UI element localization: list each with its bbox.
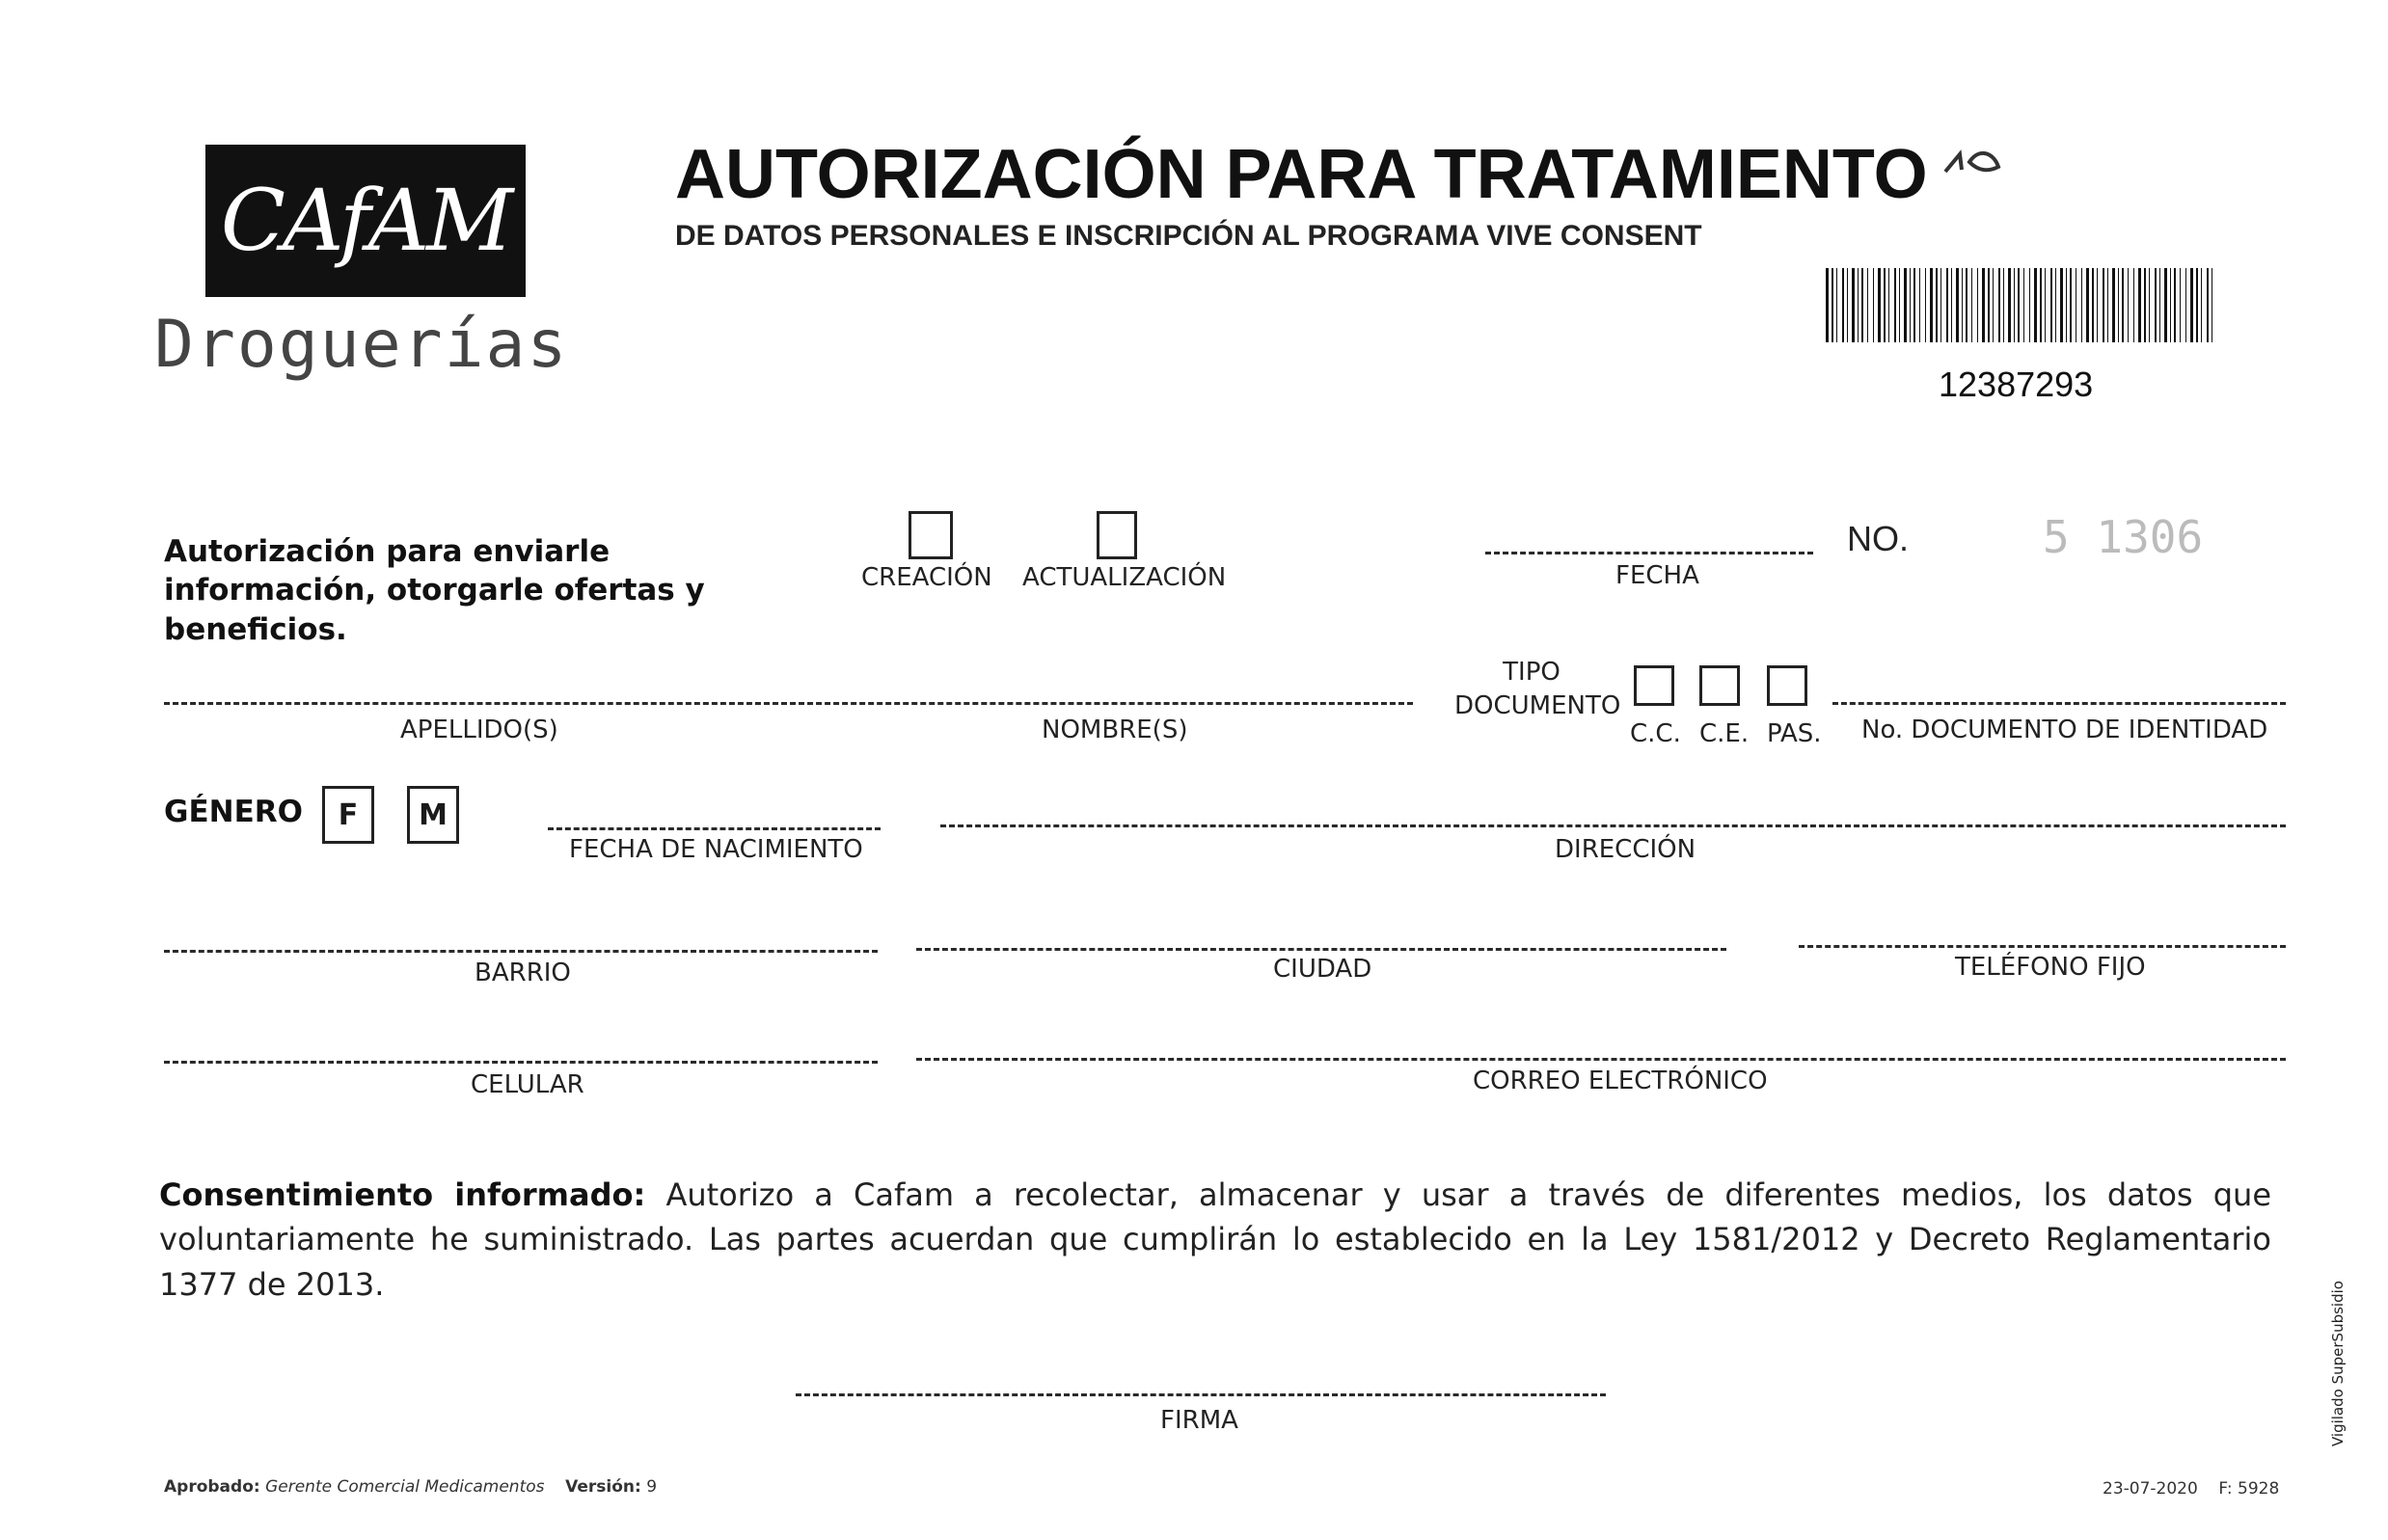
barcode-bar: [1919, 268, 1920, 342]
barcode-bar: [1913, 268, 1915, 342]
correo-field[interactable]: [916, 1058, 2286, 1061]
barcode-bar: [1894, 268, 1896, 342]
logo-subtitle: Droguerías: [154, 307, 569, 383]
barcode-bar: [2149, 268, 2150, 342]
barcode-bar: [1899, 268, 1900, 342]
barcode-bar: [2128, 268, 2129, 342]
genero-m-checkbox[interactable]: [407, 786, 459, 844]
footer-code: F: 5928: [2218, 1479, 2280, 1499]
footer-left: [164, 1477, 657, 1497]
barcode-number: 12387293: [1939, 365, 2094, 404]
documento-field[interactable]: [1832, 702, 2286, 705]
logo-brand: CAfAM: [220, 171, 511, 270]
barcode-bar: [1826, 268, 1829, 342]
pas-checkbox[interactable]: [1767, 665, 1807, 706]
barcode-bar: [1962, 268, 1963, 342]
barcode-bar: [2097, 268, 2098, 342]
ce-checkbox[interactable]: [1699, 665, 1740, 706]
barcode-bar: [1925, 268, 1926, 342]
fecha-field[interactable]: [1485, 552, 1813, 554]
ciudad-field[interactable]: [916, 948, 1726, 951]
barcode-bar: [1852, 268, 1855, 342]
genero-f-label: F: [338, 797, 359, 832]
barcode-bar: [2003, 268, 2004, 342]
no-label: NO.: [1847, 519, 1910, 558]
form-number: 5 1306: [2043, 511, 2204, 563]
barcode-bar: [2164, 268, 2167, 342]
barcode-bar: [1966, 268, 1967, 342]
barcode-bar: [2159, 268, 2160, 342]
actualizacion-checkbox[interactable]: [1097, 511, 1137, 559]
consent-text: Autorizo a Cafam a recolectar, almacenar y usar a través de diferentes medios, los datos que voluntariamente he suministrado. Las partes acuerdan que cumplirán lo establecido en la Ley 1581/2012 y Decreto Reglamentario 1377 de 2013.: [159, 1176, 2272, 1303]
creacion-label: CREACIÓN: [861, 563, 992, 592]
barrio-label: BARRIO: [475, 959, 571, 987]
ciudad-label: CIUDAD: [1273, 955, 1372, 984]
creacion-checkbox[interactable]: [909, 511, 953, 559]
telefono-fijo-field[interactable]: [1799, 945, 2286, 948]
barcode-bar: [2045, 268, 2046, 342]
celular-label: CELULAR: [471, 1070, 584, 1099]
barcode-bar: [1993, 268, 1994, 342]
barcode-bar: [1930, 268, 1933, 342]
fecha-nacimiento-label: FECHA DE NACIMIENTO: [569, 835, 863, 864]
barcode-bar: [1878, 268, 1881, 342]
barcode-bar: [2112, 268, 2115, 342]
barcode-bar: [2174, 268, 2176, 342]
barcode-bar: [1842, 268, 1844, 342]
correo-label: CORREO ELECTRÓNICO: [1473, 1067, 1768, 1095]
barcode-bar: [1951, 268, 1952, 342]
genero-f-checkbox[interactable]: [322, 786, 374, 844]
barcode-bar: [2103, 268, 2104, 342]
telefono-fijo-label: TELÉFONO FIJO: [1955, 953, 2146, 982]
version-value: 9: [646, 1477, 658, 1497]
barcode-bar: [2207, 268, 2209, 342]
barcode-bar: [2070, 268, 2072, 342]
apellidos-label: APELLIDO(S): [400, 716, 558, 744]
barcode-bar: [2196, 268, 2198, 342]
barcode-bar: [2014, 268, 2015, 342]
barcode-bar: [2170, 268, 2171, 342]
barcode-bar: [1946, 268, 1948, 342]
tipo-documento-label: TIPO DOCUMENTO: [1454, 658, 1621, 721]
barcode-bar: [1832, 268, 1833, 342]
consent-heading: Consentimiento informado:: [159, 1176, 646, 1213]
barcode-bar: [2155, 268, 2157, 342]
cc-label: C.C.: [1630, 719, 1681, 748]
barcode-bar: [1836, 268, 1837, 342]
ce-label: C.E.: [1699, 719, 1750, 748]
cafam-logo: [205, 145, 526, 297]
aprobado-label: Aprobado:: [164, 1477, 260, 1497]
stamp-mark-icon: [1940, 143, 2008, 181]
barcode-bar: [1858, 268, 1859, 342]
barcode-bar: [2081, 268, 2082, 342]
barcode-bar: [2107, 268, 2108, 342]
barcode: [1826, 268, 2219, 342]
barcode-bar: [2086, 268, 2089, 342]
barcode-bar: [1936, 268, 1938, 342]
barcode-bar: [1873, 268, 1874, 342]
direccion-field[interactable]: [940, 824, 2286, 827]
barcode-bar: [1867, 268, 1868, 342]
barcode-bar: [1888, 268, 1889, 342]
barcode-bar: [2066, 268, 2067, 342]
barcode-bar: [2092, 268, 2094, 342]
direccion-label: DIRECCIÓN: [1555, 835, 1696, 864]
barcode-bar: [2138, 268, 2141, 342]
barcode-bar: [1998, 268, 2000, 342]
form-subtitle: DE DATOS PERSONALES E INSCRIPCIÓN AL PROGRAMA VIVE CONSENT: [675, 220, 1702, 252]
nombre-apellido-field[interactable]: [164, 702, 1413, 705]
barcode-bar: [1940, 268, 1941, 342]
footer-right: [2103, 1479, 2279, 1499]
barrio-field[interactable]: [164, 950, 878, 953]
genero-label: GÉNERO: [164, 795, 303, 829]
supersubsidio-side-text: Vigilado SuperSubsidio: [2329, 1281, 2347, 1446]
barcode-bar: [1847, 268, 1848, 342]
footer-date: 23-07-2020: [2103, 1479, 2198, 1499]
barcode-bar: [2190, 268, 2193, 342]
barcode-bar: [1910, 268, 1911, 342]
authorization-intro: Autorización para enviarle información, otorgarle ofertas y beneficios.: [164, 534, 705, 647]
barcode-bar: [2018, 268, 2020, 342]
barcode-bar: [1971, 268, 1972, 342]
barcode-bar: [2118, 268, 2119, 342]
barcode-bar: [2008, 268, 2011, 342]
barcode-bar: [2144, 268, 2146, 342]
aprobado-value: Gerente Comercial Medicamentos: [265, 1477, 545, 1497]
barcode-bar: [2133, 268, 2134, 342]
no-documento-label: No. DOCUMENTO DE IDENTIDAD: [1861, 716, 2268, 744]
barcode-bar: [1956, 268, 1959, 342]
form-title: AUTORIZACIÓN PARA TRATAMIENTO: [675, 136, 1928, 213]
cc-checkbox[interactable]: [1634, 665, 1674, 706]
barcode-bar: [2023, 268, 2024, 342]
barcode-bar: [2040, 268, 2042, 342]
barcode-bar: [2122, 268, 2124, 342]
barcode-bar: [2055, 268, 2056, 342]
firma-field[interactable]: [796, 1393, 1606, 1396]
barcode-bar: [2180, 268, 2181, 342]
consent-paragraph: [159, 1173, 2271, 1307]
barcode-bar: [2060, 268, 2063, 342]
barcode-bar: [1982, 268, 1985, 342]
barcode-bar: [2185, 268, 2186, 342]
barcode-bar: [2050, 268, 2052, 342]
genero-m-label: M: [419, 797, 448, 832]
barcode-bar: [2201, 268, 2202, 342]
fecha-nacimiento-field[interactable]: [548, 827, 881, 830]
barcode-bar: [2034, 268, 2037, 342]
barcode-bar: [1861, 268, 1863, 342]
firma-label: FIRMA: [1160, 1406, 1238, 1435]
pas-label: PAS.: [1767, 719, 1822, 748]
barcode-bar: [1904, 268, 1907, 342]
barcode-bar: [1977, 268, 1978, 342]
barcode-bar: [1884, 268, 1886, 342]
nombres-label: NOMBRE(S): [1042, 716, 1188, 744]
fecha-label: FECHA: [1615, 561, 1699, 590]
actualizacion-label: ACTUALIZACIÓN: [1022, 563, 1227, 592]
celular-field[interactable]: [164, 1061, 878, 1064]
barcode-bar: [2029, 268, 2030, 342]
barcode-bar: [1988, 268, 1990, 342]
version-label: Versión:: [565, 1477, 641, 1497]
